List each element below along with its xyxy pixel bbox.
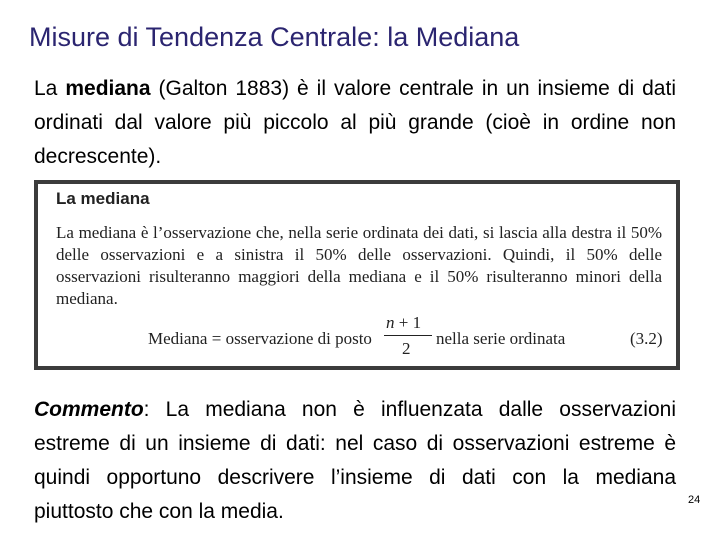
intro-paragraph <box>34 72 676 174</box>
fraction-bar <box>384 335 432 336</box>
page-number: 24 <box>688 494 701 506</box>
slide-title: Misure di Tendenza Centrale: la Mediana <box>29 22 520 52</box>
intro-prefix: La <box>34 77 66 100</box>
formula-rhs: nella serie ordinata <box>436 329 566 348</box>
box-heading: La mediana <box>56 189 150 208</box>
equation-number: (3.2) <box>630 329 663 348</box>
intro-bold-term: mediana <box>65 77 151 100</box>
definition-box <box>34 180 680 370</box>
box-definition-text: La mediana è l’osservazione che, nella serie ordinata dei dati, si lascia alla destra il 50% delle osservazioni e a sinistra il 50% delle osservazioni. Quindi, il 50% delle osservazioni risulteranno maggiori della mediana e il 50% risulteranno minori della mediana. <box>56 223 662 308</box>
formula-lhs: Mediana = osservazione di posto <box>148 329 372 348</box>
formula-numerator-var: n <box>386 313 395 332</box>
formula-numerator-rest: + 1 <box>394 313 422 332</box>
formula-numerator <box>386 313 421 333</box>
intro-text: (Galton 1883) è il valore centrale in un insieme di dati ordinati dal valore più piccolo al più grande (cioè in ordine non decrescente). <box>34 77 676 168</box>
formula-denominator: 2 <box>402 339 411 358</box>
comment-text: : La mediana non è influenzata dalle osservazioni estreme di un insieme di dati: nel caso di osservazioni estreme è quindi opportuno descrivere l’insieme di dati con la mediana piuttosto che con la media. <box>34 398 676 523</box>
comment-paragraph <box>34 393 676 529</box>
comment-lead: Commento <box>34 398 144 421</box>
